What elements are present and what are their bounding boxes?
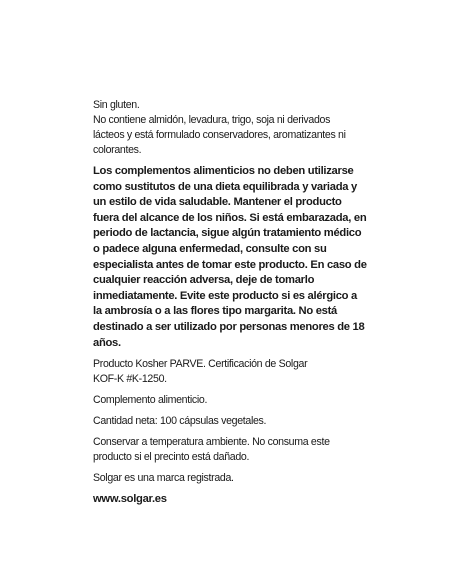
- warning-statement: [93, 164, 365, 351]
- text-line: KOF-K #K-1250.: [93, 373, 167, 386]
- text-line: Los complementos alimenticios no deben utilizarse: [93, 165, 354, 177]
- text-line: lácteos y está formulado conservadores, aromatizantes ni: [93, 129, 346, 141]
- storage-instructions: [93, 435, 365, 465]
- kosher-certification: [93, 357, 365, 387]
- supplement-label: [93, 393, 365, 408]
- text-line: No contiene almidón, levadura, trigo, soja ni derivados: [93, 114, 331, 126]
- net-quantity: [93, 414, 365, 429]
- text-line: Solgar es una marca registrada.: [93, 472, 234, 485]
- text-line: colorantes.: [93, 144, 142, 156]
- text-line: inmediatamente. Evite este producto si es alérgico a: [93, 289, 357, 302]
- text-line: Complemento alimenticio.: [93, 394, 208, 407]
- text-line: cualquier reacción adversa, deje de tomarlo: [93, 274, 315, 287]
- text-line: destinado a ser utilizado por personas menores de 18: [93, 320, 365, 333]
- text-line: Conservar a temperatura ambiente. No consuma este: [93, 436, 330, 449]
- label-text-block: [93, 98, 365, 514]
- text-line: producto si el precinto está dañado.: [93, 451, 250, 464]
- trademark-notice: [93, 471, 365, 486]
- text-line: años.: [93, 336, 121, 349]
- gluten-free-statement: [93, 98, 365, 113]
- text-line: Producto Kosher PARVE. Certificación de Solgar: [93, 358, 308, 371]
- text-line: especialista antes de tomar este producto. En caso de: [93, 258, 367, 271]
- text-line: la ambrosía o a las flores tipo margarita. No está: [93, 305, 338, 318]
- text-line: Sin gluten.: [93, 99, 140, 111]
- ingredients-statement: [93, 113, 365, 158]
- website-url: [93, 492, 365, 508]
- text-line: o padece alguna enfermedad, consulte con su: [93, 242, 327, 255]
- text-line: fuera del alcance de los niños. Si está embarazada, en: [93, 211, 367, 224]
- text-line: como sustitutos de una dieta equilibrada y variada y: [93, 180, 357, 193]
- text-line: www.solgar.es: [93, 493, 167, 506]
- text-line: Cantidad neta: 100 cápsulas vegetales.: [93, 415, 267, 428]
- text-line: periodo de lactancia, sigue algún tratamiento médico: [93, 227, 362, 240]
- text-line: un estilo de vida saludable. Mantener el producto: [93, 196, 342, 209]
